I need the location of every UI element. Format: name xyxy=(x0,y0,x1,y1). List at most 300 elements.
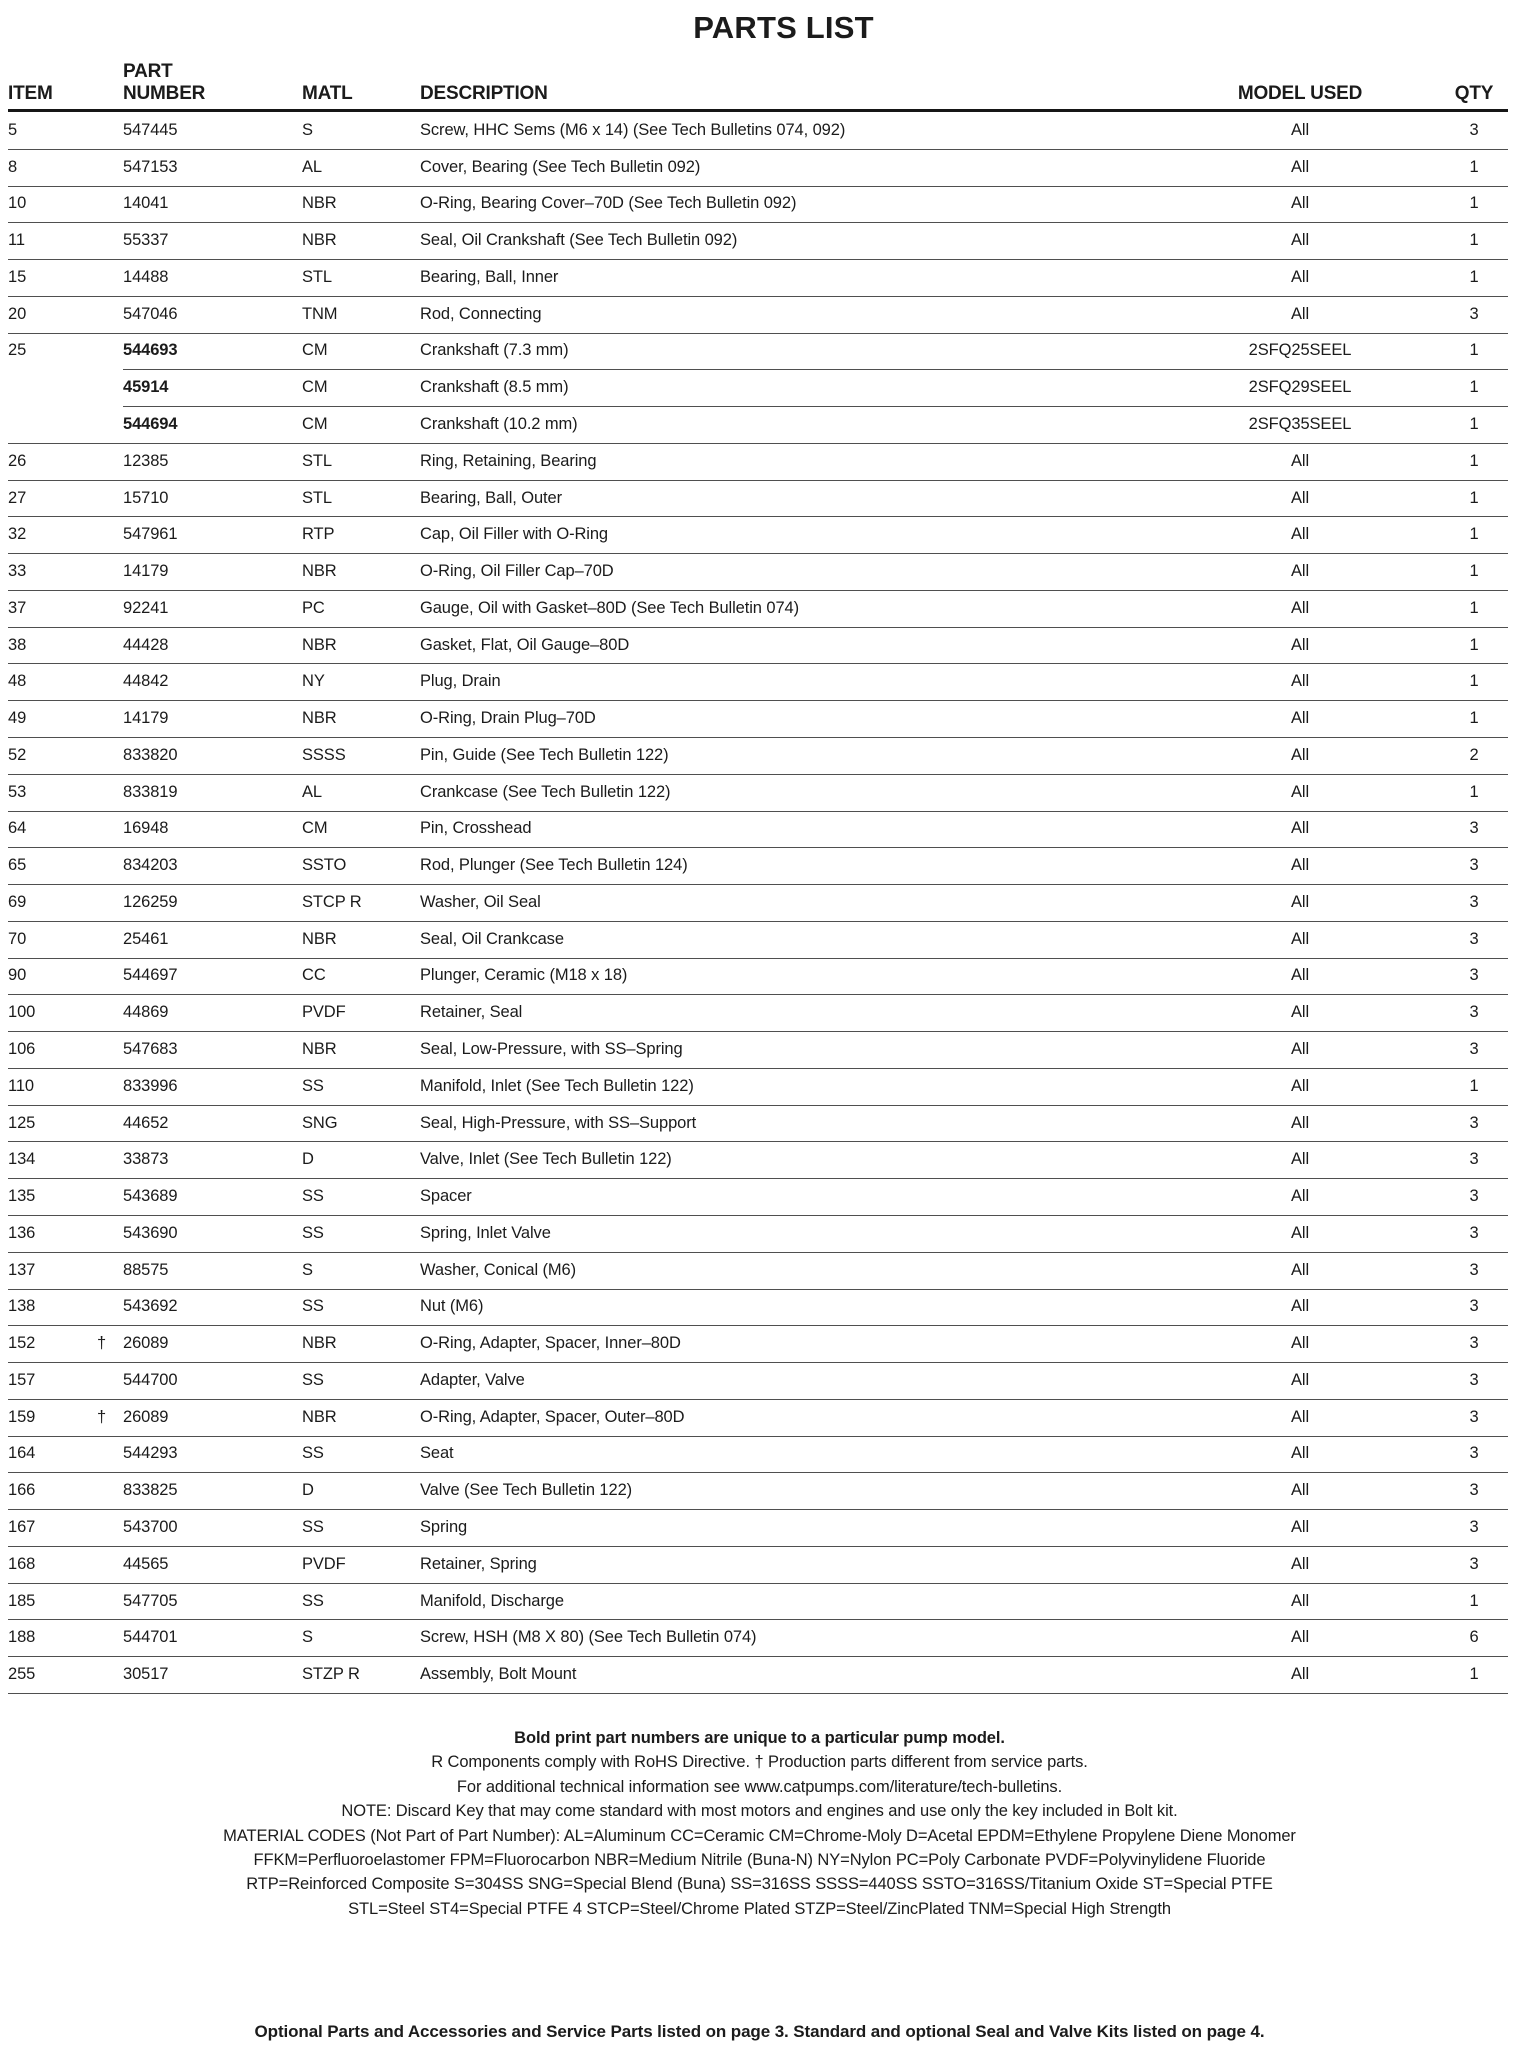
table-row xyxy=(8,222,1508,259)
item-cell: 48 xyxy=(8,672,27,691)
item-cell: 32 xyxy=(8,525,27,544)
matl-cell: S xyxy=(302,1260,313,1279)
qty-cell: 3 xyxy=(1469,1150,1479,1169)
matl-cell: CM xyxy=(302,819,328,838)
model-used-cell: All xyxy=(1290,194,1310,213)
qty-cell: 1 xyxy=(1469,672,1479,691)
part-number-cell: 547445 xyxy=(123,120,178,139)
qty-cell: 1 xyxy=(1469,341,1479,360)
qty-cell: 1 xyxy=(1469,267,1479,286)
table-row xyxy=(8,921,1508,958)
column-header-part-line1: PART xyxy=(123,61,173,82)
matl-cell: SS xyxy=(302,1187,324,1206)
part-number-cell: 16948 xyxy=(123,819,169,838)
item-cell: 152 xyxy=(8,1334,36,1353)
item-cell: 5 xyxy=(8,120,18,139)
qty-cell: 1 xyxy=(1469,1076,1479,1095)
table-row xyxy=(8,259,1508,296)
matl-cell: SS xyxy=(302,1591,324,1610)
item-cell: 26 xyxy=(8,451,27,470)
column-header-part-number xyxy=(123,61,302,105)
model-used-cell: All xyxy=(1290,231,1310,250)
note-line: RTP=Reinforced Composite S=304SS SNG=Special Blend (Buna) SS=316SS SSSS=440SS SSTO=316SS/Titanium Oxide ST=Special PTFE xyxy=(246,1875,1273,1894)
description-cell: Seal, High-Pressure, with SS–Support xyxy=(420,1113,697,1132)
qty-cell: 1 xyxy=(1469,525,1479,544)
model-used-cell: 2SFQ25SEEL xyxy=(1248,341,1352,360)
model-used-cell: All xyxy=(1290,525,1310,544)
item-cell: 137 xyxy=(8,1260,36,1279)
description-cell: Pin, Crosshead xyxy=(420,819,532,838)
model-used-cell: All xyxy=(1290,709,1310,728)
part-number-cell: 543690 xyxy=(123,1223,178,1242)
table-row xyxy=(8,186,1508,223)
qty-cell: 1 xyxy=(1469,231,1479,250)
part-number-cell: 12385 xyxy=(123,451,169,470)
description-cell: O-Ring, Adapter, Spacer, Inner–80D xyxy=(420,1334,681,1353)
table-row xyxy=(8,700,1508,737)
table-row xyxy=(8,1215,1508,1252)
matl-cell: S xyxy=(302,120,313,139)
description-cell: Valve, Inlet (See Tech Bulletin 122) xyxy=(420,1150,672,1169)
table-row xyxy=(8,958,1508,995)
item-cell: 134 xyxy=(8,1150,36,1169)
model-used-cell: All xyxy=(1290,1517,1310,1536)
table-row xyxy=(8,811,1508,848)
column-header-description: DESCRIPTION xyxy=(420,83,548,104)
qty-cell: 1 xyxy=(1469,709,1479,728)
model-used-cell: All xyxy=(1290,745,1310,764)
matl-cell: AL xyxy=(302,782,322,801)
model-used-cell: All xyxy=(1290,598,1310,617)
model-used-cell: 2SFQ29SEEL xyxy=(1248,378,1352,397)
description-cell: Seal, Oil Crankcase xyxy=(420,929,564,948)
qty-cell: 3 xyxy=(1469,1260,1479,1279)
part-number-cell: 14179 xyxy=(123,709,169,728)
table-row xyxy=(8,406,1508,443)
description-cell: Seal, Low-Pressure, with SS–Spring xyxy=(420,1040,683,1059)
note-line: NOTE: Discard Key that may come standard with most motors and engines and use only the key included in Bolt kit. xyxy=(341,1802,1178,1821)
matl-cell: SS xyxy=(302,1444,324,1463)
item-cell: 15 xyxy=(8,267,27,286)
description-cell: Washer, Conical (M6) xyxy=(420,1260,577,1279)
model-used-cell: All xyxy=(1290,1334,1310,1353)
qty-cell: 3 xyxy=(1469,1407,1479,1426)
item-cell: 157 xyxy=(8,1370,36,1389)
matl-cell: NBR xyxy=(302,231,337,250)
part-number-cell: 833819 xyxy=(123,782,178,801)
table-row xyxy=(8,1362,1508,1399)
description-cell: Crankshaft (8.5 mm) xyxy=(420,378,569,397)
dagger-mark: † xyxy=(97,1407,107,1426)
item-cell: 125 xyxy=(8,1113,36,1132)
table-body xyxy=(8,112,1508,1694)
model-used-cell: All xyxy=(1290,1260,1310,1279)
model-used-cell: All xyxy=(1290,1444,1310,1463)
part-number-cell: 833825 xyxy=(123,1481,178,1500)
description-cell: Bearing, Ball, Inner xyxy=(420,267,559,286)
item-cell: 168 xyxy=(8,1554,36,1573)
note-line: FFKM=Perfluoroelastomer FPM=Fluorocarbon NBR=Medium Nitrile (Buna-N) NY=Nylon PC=Poly Carbonate PVDF=Polyvinylidene Fluoride xyxy=(253,1851,1266,1870)
description-cell: Crankshaft (7.3 mm) xyxy=(420,341,569,360)
item-cell: 33 xyxy=(8,562,27,581)
description-cell: O-Ring, Oil Filler Cap–70D xyxy=(420,562,614,581)
parts-table xyxy=(8,48,1508,1694)
part-number-cell: 834203 xyxy=(123,856,178,875)
description-cell: Valve (See Tech Bulletin 122) xyxy=(420,1481,633,1500)
note-line: R Components comply with RoHS Directive. † Production parts different from service parts. xyxy=(431,1753,1088,1772)
model-used-cell: All xyxy=(1290,1187,1310,1206)
qty-cell: 3 xyxy=(1469,1113,1479,1132)
column-header-matl: MATL xyxy=(302,83,353,104)
description-cell: Retainer, Seal xyxy=(420,1003,523,1022)
qty-cell: 1 xyxy=(1469,782,1479,801)
item-cell: 49 xyxy=(8,709,27,728)
matl-cell: STCP R xyxy=(302,892,362,911)
description-cell: O-Ring, Adapter, Spacer, Outer–80D xyxy=(420,1407,685,1426)
part-number-cell: 33873 xyxy=(123,1150,169,1169)
part-number-cell: † 26089 xyxy=(97,1407,169,1426)
note-line: MATERIAL CODES (Not Part of Part Number): AL=Aluminum CC=Ceramic CM=Chrome-Moly D=Acetal EPDM=Ethylene Propylene Diene Monomer xyxy=(223,1826,1296,1845)
qty-cell: 3 xyxy=(1469,1223,1479,1242)
qty-cell: 1 xyxy=(1469,488,1479,507)
description-cell: Rod, Connecting xyxy=(420,304,542,323)
note-line: STL=Steel ST4=Special PTFE 4 STCP=Steel/Chrome Plated STZP=Steel/ZincPlated TNM=Special High Strength xyxy=(348,1899,1171,1918)
matl-cell: CM xyxy=(302,378,328,397)
table-row xyxy=(8,1399,1508,1436)
matl-cell: PC xyxy=(302,598,325,617)
item-cell: 167 xyxy=(8,1517,36,1536)
model-used-cell: All xyxy=(1290,562,1310,581)
part-number-cell: 45914 xyxy=(123,378,169,397)
item-cell: 135 xyxy=(8,1187,36,1206)
table-row xyxy=(8,1068,1508,1105)
model-used-cell: All xyxy=(1290,1040,1310,1059)
part-number-cell: 15710 xyxy=(123,488,169,507)
item-cell: 159 xyxy=(8,1407,36,1426)
footnotes-block xyxy=(0,1726,1519,1921)
column-header-part-line2: NUMBER xyxy=(123,83,206,104)
part-number-cell: 14179 xyxy=(123,562,169,581)
item-cell: 188 xyxy=(8,1628,36,1647)
matl-cell: SS xyxy=(302,1223,324,1242)
description-cell: Cover, Bearing (See Tech Bulletin 092) xyxy=(420,157,701,176)
model-used-cell: All xyxy=(1290,267,1310,286)
matl-cell: S xyxy=(302,1628,313,1647)
description-cell: Spacer xyxy=(420,1187,472,1206)
table-row xyxy=(8,1031,1508,1068)
part-number-cell: 547153 xyxy=(123,157,178,176)
description-cell: Manifold, Discharge xyxy=(420,1591,564,1610)
item-cell: 11 xyxy=(8,231,25,250)
item-cell: 255 xyxy=(8,1665,36,1684)
qty-cell: 3 xyxy=(1469,1040,1479,1059)
item-cell: 20 xyxy=(8,304,27,323)
model-used-cell: All xyxy=(1290,1628,1310,1647)
qty-cell: 6 xyxy=(1469,1628,1479,1647)
table-row xyxy=(8,1472,1508,1509)
model-used-cell: All xyxy=(1290,1003,1310,1022)
qty-cell: 1 xyxy=(1469,378,1479,397)
model-used-cell: 2SFQ35SEEL xyxy=(1248,415,1352,433)
part-number-cell: 544700 xyxy=(123,1370,178,1389)
matl-cell: CM xyxy=(302,341,328,360)
part-number-cell: 44565 xyxy=(123,1554,169,1573)
table-row xyxy=(8,443,1508,480)
item-cell: 110 xyxy=(8,1076,35,1095)
table-row xyxy=(8,590,1508,627)
item-cell: 25 xyxy=(8,341,27,360)
qty-cell: 1 xyxy=(1469,562,1479,581)
qty-cell: 1 xyxy=(1469,1665,1479,1684)
note-line: Bold print part numbers are unique to a particular pump model. xyxy=(514,1729,1005,1747)
qty-cell: 3 xyxy=(1469,120,1479,139)
model-used-cell: All xyxy=(1290,966,1310,985)
part-number-cell: 44652 xyxy=(123,1113,169,1132)
description-cell: Washer, Oil Seal xyxy=(420,892,541,911)
matl-cell: SSTO xyxy=(302,856,347,875)
matl-cell: NBR xyxy=(302,1407,337,1426)
part-number-cell: 544694 xyxy=(123,415,178,433)
model-used-cell: All xyxy=(1290,819,1310,838)
description-cell: Plunger, Ceramic (M18 x 18) xyxy=(420,966,628,985)
matl-cell: AL xyxy=(302,157,322,176)
qty-cell: 3 xyxy=(1469,304,1479,323)
description-cell: Bearing, Ball, Outer xyxy=(420,488,562,507)
matl-cell: CM xyxy=(302,415,328,433)
matl-cell: SS xyxy=(302,1076,324,1095)
model-used-cell: All xyxy=(1290,1591,1310,1610)
item-cell: 53 xyxy=(8,782,27,801)
item-cell: 100 xyxy=(8,1003,36,1022)
model-used-cell: All xyxy=(1290,1407,1310,1426)
model-used-cell: All xyxy=(1290,892,1310,911)
matl-cell: STL xyxy=(302,267,332,286)
description-cell: Adapter, Valve xyxy=(420,1370,525,1389)
item-cell: 70 xyxy=(8,929,27,948)
qty-cell: 3 xyxy=(1469,1003,1479,1022)
model-used-cell: All xyxy=(1290,1150,1310,1169)
model-used-cell: All xyxy=(1290,782,1310,801)
matl-cell: NBR xyxy=(302,635,337,654)
description-cell: Retainer, Spring xyxy=(420,1554,537,1573)
model-used-cell: All xyxy=(1290,929,1310,948)
table-row xyxy=(8,553,1508,590)
table-row xyxy=(8,737,1508,774)
table-row xyxy=(8,663,1508,700)
matl-cell: NBR xyxy=(302,562,337,581)
description-cell: Rod, Plunger (See Tech Bulletin 124) xyxy=(420,856,688,875)
model-used-cell: All xyxy=(1290,157,1310,176)
matl-cell: SS xyxy=(302,1517,324,1536)
qty-cell: 3 xyxy=(1469,929,1479,948)
table-row xyxy=(8,1105,1508,1142)
table-row xyxy=(8,774,1508,811)
table-row xyxy=(8,627,1508,664)
description-cell: Manifold, Inlet (See Tech Bulletin 122) xyxy=(420,1076,694,1095)
description-cell: Plug, Drain xyxy=(420,672,501,691)
model-used-cell: All xyxy=(1290,1481,1310,1500)
part-number-cell: 543689 xyxy=(123,1187,178,1206)
matl-cell: NBR xyxy=(302,1334,337,1353)
model-used-cell: All xyxy=(1290,451,1310,470)
qty-cell: 1 xyxy=(1469,451,1479,470)
part-number-cell: 55337 xyxy=(123,231,169,250)
model-used-cell: All xyxy=(1290,856,1310,875)
table-row xyxy=(8,333,1508,370)
model-used-cell: All xyxy=(1290,1223,1310,1242)
item-cell: 185 xyxy=(8,1591,36,1610)
description-cell: Spring xyxy=(420,1517,468,1536)
description-cell: Screw, HHC Sems (M6 x 14) (See Tech Bulletins 074, 092) xyxy=(420,120,846,139)
qty-cell: 3 xyxy=(1469,1554,1479,1573)
item-cell: 10 xyxy=(8,194,27,213)
matl-cell: D xyxy=(302,1150,314,1169)
matl-cell: SS xyxy=(302,1297,324,1316)
description-cell: O-Ring, Drain Plug–70D xyxy=(420,709,596,728)
matl-cell: NBR xyxy=(302,709,337,728)
description-cell: Assembly, Bolt Mount xyxy=(420,1665,577,1684)
description-cell: Spring, Inlet Valve xyxy=(420,1223,551,1242)
table-row xyxy=(8,1509,1508,1546)
description-cell: O-Ring, Bearing Cover–70D (See Tech Bulletin 092) xyxy=(420,194,797,213)
qty-cell: 3 xyxy=(1469,1370,1479,1389)
part-number-cell: 543700 xyxy=(123,1517,178,1536)
table-row xyxy=(8,112,1508,149)
page-footer-note: Optional Parts and Accessories and Service Parts listed on page 3. Standard and optional Seal and Valve Kits listed on page 4. xyxy=(254,2022,1265,2041)
qty-cell: 1 xyxy=(1469,598,1479,617)
qty-cell: 1 xyxy=(1469,635,1479,654)
part-number-cell: 833996 xyxy=(123,1076,178,1095)
model-used-cell: All xyxy=(1290,1076,1310,1095)
matl-cell: RTP xyxy=(302,525,335,544)
table-row xyxy=(8,994,1508,1031)
qty-cell: 1 xyxy=(1469,1591,1479,1610)
description-cell: Ring, Retaining, Bearing xyxy=(420,451,597,470)
part-number-cell: 547046 xyxy=(123,304,178,323)
description-cell: Crankshaft (10.2 mm) xyxy=(420,415,578,433)
matl-cell: SS xyxy=(302,1370,324,1389)
description-cell: Nut (M6) xyxy=(420,1297,484,1316)
page-title: PARTS LIST xyxy=(693,10,874,45)
model-used-cell: All xyxy=(1290,1297,1310,1316)
part-number-cell: 44869 xyxy=(123,1003,169,1022)
qty-cell: 1 xyxy=(1469,194,1479,213)
description-cell: Crankcase (See Tech Bulletin 122) xyxy=(420,782,671,801)
table-row xyxy=(8,1436,1508,1473)
matl-cell: D xyxy=(302,1481,314,1500)
table-row xyxy=(8,1289,1508,1326)
item-cell: 38 xyxy=(8,635,27,654)
qty-cell: 3 xyxy=(1469,856,1479,875)
item-cell: 138 xyxy=(8,1297,36,1316)
part-number-cell: 547961 xyxy=(123,525,178,544)
part-number-cell: 544701 xyxy=(123,1628,178,1647)
part-number-cell: 833820 xyxy=(123,745,178,764)
qty-cell: 3 xyxy=(1469,892,1479,911)
part-number-cell: 30517 xyxy=(123,1665,169,1684)
table-row xyxy=(8,516,1508,553)
part-number-cell: 25461 xyxy=(123,929,169,948)
part-number-cell: 92241 xyxy=(123,598,169,617)
qty-cell: 1 xyxy=(1469,415,1479,433)
qty-cell: 3 xyxy=(1469,1297,1479,1316)
model-used-cell: All xyxy=(1290,672,1310,691)
model-used-cell: All xyxy=(1290,1113,1310,1132)
item-cell: 37 xyxy=(8,598,27,617)
model-used-cell: All xyxy=(1290,304,1310,323)
matl-cell: TNM xyxy=(302,304,338,323)
table-row xyxy=(8,149,1508,186)
item-cell: 65 xyxy=(8,856,27,875)
matl-cell: PVDF xyxy=(302,1003,346,1022)
item-cell: 52 xyxy=(8,745,27,764)
item-cell: 106 xyxy=(8,1040,36,1059)
matl-cell: NBR xyxy=(302,1040,337,1059)
part-number-cell: 544697 xyxy=(123,966,178,985)
part-number-cell: 88575 xyxy=(123,1260,169,1279)
table-row xyxy=(8,1141,1508,1178)
table-row xyxy=(8,1656,1508,1693)
model-used-cell: All xyxy=(1290,120,1310,139)
qty-cell: 3 xyxy=(1469,1481,1479,1500)
matl-cell: NBR xyxy=(302,929,337,948)
matl-cell: CC xyxy=(302,966,326,985)
part-number-cell: 44842 xyxy=(123,672,169,691)
item-cell: 69 xyxy=(8,892,27,911)
matl-cell: STL xyxy=(302,451,332,470)
model-used-cell: All xyxy=(1290,635,1310,654)
matl-cell: STL xyxy=(302,488,332,507)
qty-cell: 3 xyxy=(1469,1444,1479,1463)
qty-cell: 3 xyxy=(1469,1517,1479,1536)
part-number-cell: † 26089 xyxy=(97,1334,169,1353)
column-header-qty: QTY xyxy=(1454,83,1494,104)
part-number-cell: 543692 xyxy=(123,1297,178,1316)
item-cell: 164 xyxy=(8,1444,36,1463)
description-cell: Seat xyxy=(420,1444,454,1463)
part-number-cell: 44428 xyxy=(123,635,169,654)
item-cell: 90 xyxy=(8,966,27,985)
matl-cell: NBR xyxy=(302,194,337,213)
part-number-cell: 14041 xyxy=(123,194,169,213)
model-used-cell: All xyxy=(1290,1370,1310,1389)
description-cell: Screw, HSH (M8 X 80) (See Tech Bulletin 074) xyxy=(420,1628,757,1647)
column-header-item: ITEM xyxy=(8,83,53,104)
column-header-model-used: MODEL USED xyxy=(1237,83,1363,104)
qty-cell: 3 xyxy=(1469,1334,1479,1353)
table-row xyxy=(8,480,1508,517)
description-cell: Cap, Oil Filler with O-Ring xyxy=(420,525,609,544)
table-row xyxy=(8,847,1508,884)
part-number-cell: 14488 xyxy=(123,267,169,286)
matl-cell: SSSS xyxy=(302,745,346,764)
matl-cell: STZP R xyxy=(302,1665,360,1684)
item-cell: 8 xyxy=(8,157,18,176)
description-cell: Seal, Oil Crankshaft (See Tech Bulletin 092) xyxy=(420,231,738,250)
qty-cell: 1 xyxy=(1469,157,1479,176)
item-cell: 136 xyxy=(8,1223,36,1242)
item-cell: 27 xyxy=(8,488,27,507)
table-row xyxy=(8,369,1508,406)
part-number-cell: 544693 xyxy=(123,341,178,360)
matl-cell: PVDF xyxy=(302,1554,346,1573)
table-row xyxy=(8,1546,1508,1583)
model-used-cell: All xyxy=(1290,1665,1310,1684)
table-row xyxy=(8,1325,1508,1362)
part-number-cell: 126259 xyxy=(123,892,178,911)
table-row xyxy=(8,1619,1508,1656)
table-row xyxy=(8,296,1508,333)
